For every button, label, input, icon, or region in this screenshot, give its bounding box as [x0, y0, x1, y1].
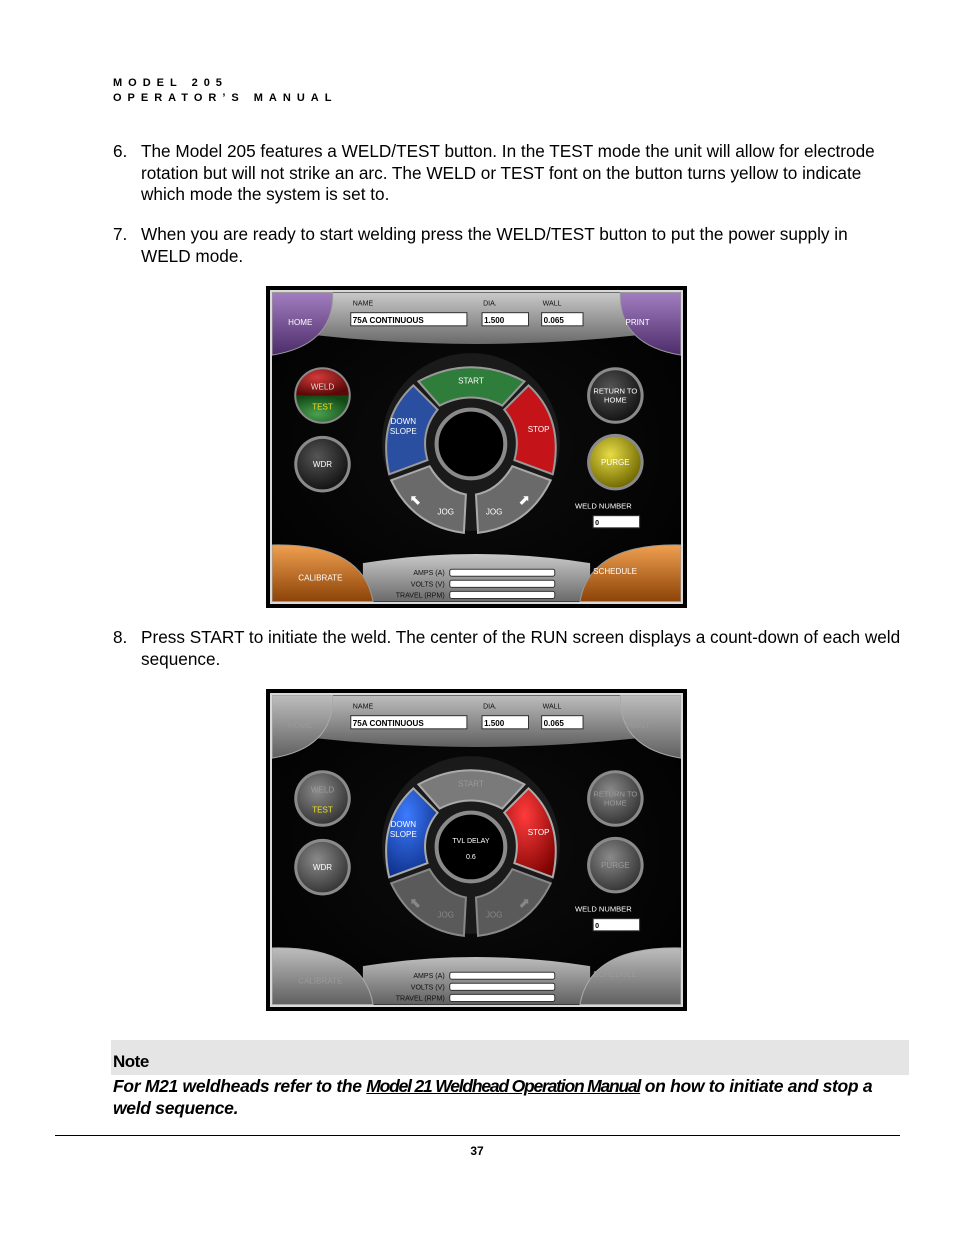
jog-right-label: JOG	[485, 910, 503, 920]
run-screen-active-canvas	[272, 695, 681, 1005]
step-number: 8.	[113, 627, 128, 647]
return-label-1: RETURN TO	[593, 386, 638, 396]
purge-label: PURGE	[601, 458, 630, 468]
wall-label: WALL	[542, 703, 562, 711]
center-value: 0.6	[466, 854, 476, 862]
jog-left-arrow-icon: ⬉	[409, 491, 422, 508]
run-screen-idle	[266, 286, 687, 608]
down-slope-label-1: DOWN	[390, 819, 417, 829]
travel-label: TRAVEL (RPM)	[395, 995, 445, 1003]
step-number: 6.	[113, 141, 128, 161]
wdr-label: WDR	[312, 863, 333, 873]
purge-label: PURGE	[601, 861, 630, 871]
amps-label: AMPS (A)	[413, 973, 445, 981]
home-label: HOME	[288, 317, 313, 327]
jog-right-label: JOG	[485, 507, 503, 517]
header-model: MODEL 205	[113, 77, 228, 89]
jog-right-arrow-icon: ⬈	[518, 894, 531, 911]
header-manual: OPERATOR’S MANUAL	[113, 92, 338, 104]
weld-number-value: 0	[595, 519, 600, 527]
wall-value: 0.065	[543, 315, 564, 325]
calibrate-label: CALIBRATE	[298, 976, 343, 986]
note-text	[113, 1075, 903, 1119]
dia-value: 1.500	[484, 718, 505, 728]
note-banner	[111, 1040, 909, 1075]
manual-reference-link[interactable]: Model 21 Weldhead Operation Manual	[366, 1076, 641, 1096]
test-label: TEST	[312, 805, 333, 815]
weld-number-label: WELD NUMBER	[574, 904, 632, 914]
home-label: HOME	[288, 720, 313, 730]
print-label: PRINT	[625, 720, 650, 730]
schedule-label: SCHEDULE	[593, 970, 638, 980]
start-label: START	[458, 779, 484, 789]
volts-meter	[450, 580, 555, 587]
note-title: Note	[113, 1052, 149, 1071]
center-display	[437, 410, 506, 479]
travel-label: TRAVEL (RPM)	[395, 592, 445, 600]
step-text: The Model 205 features a WELD/TEST button. In the TEST mode the unit will allow for electrode rotation but will not strike an arc. The WELD or TEST font on the button turns yellow to indicate which mode the system is set to.	[141, 141, 875, 204]
test-label: TEST	[312, 402, 333, 412]
dia-label: DIA.	[483, 300, 497, 308]
weld-label: WELD	[310, 382, 335, 392]
weld-number-field[interactable]	[593, 919, 639, 931]
wall-value: 0.065	[543, 718, 564, 728]
down-slope-label-2: SLOPE	[389, 426, 417, 436]
name-value: 75A CONTINUOUS	[352, 315, 424, 325]
volts-label: VOLTS (V)	[410, 984, 445, 992]
name-label: NAME	[352, 703, 374, 711]
center-label: TVL DELAY	[452, 837, 490, 845]
dia-label: DIA.	[483, 703, 497, 711]
dia-value: 1.500	[484, 315, 505, 325]
weld-number-field[interactable]	[593, 516, 639, 528]
return-label-2: HOME	[604, 798, 627, 808]
down-slope-label-2: SLOPE	[389, 829, 417, 839]
amps-label: AMPS (A)	[413, 570, 445, 578]
volts-label: VOLTS (V)	[410, 581, 445, 589]
calibrate-label: CALIBRATE	[298, 573, 343, 583]
step-text: When you are ready to start welding press the WELD/TEST button to put the power supply in WELD mode.	[141, 224, 848, 266]
return-label-2: HOME	[604, 395, 627, 405]
stop-label: STOP	[527, 827, 550, 837]
print-label: PRINT	[625, 317, 650, 327]
run-screen-active	[266, 689, 687, 1011]
travel-meter	[450, 591, 555, 598]
name-value: 75A CONTINUOUS	[352, 718, 424, 728]
note-text-after: on how to initiate and stop a weld sequence.	[113, 1076, 873, 1118]
step-number: 7.	[113, 224, 128, 244]
stop-label: STOP	[527, 424, 550, 434]
jog-right-arrow-icon: ⬈	[518, 491, 531, 508]
schedule-label: SCHEDULE	[593, 567, 638, 577]
return-label-1: RETURN TO	[593, 789, 638, 799]
wall-label: WALL	[542, 300, 562, 308]
center-display	[437, 813, 506, 882]
jog-left-label: JOG	[437, 507, 454, 517]
start-label: START	[458, 376, 484, 386]
wdr-label: WDR	[312, 460, 333, 470]
weld-number-value: 0	[595, 922, 600, 930]
weld-label: WELD	[310, 785, 335, 795]
weld-number-label: WELD NUMBER	[574, 501, 632, 511]
volts-meter	[450, 983, 555, 990]
footer-rule	[55, 1135, 900, 1136]
step-text: Press START to initiate the weld. The center of the RUN screen displays a count-down of each weld sequence.	[141, 627, 901, 669]
page-number: 37	[470, 1144, 484, 1158]
jog-left-label: JOG	[437, 910, 454, 920]
jog-left-arrow-icon: ⬉	[409, 894, 422, 911]
name-label: NAME	[352, 300, 374, 308]
amps-meter	[450, 569, 555, 576]
note-text-before: For M21 weldheads refer to the	[113, 1076, 367, 1096]
down-slope-label-1: DOWN	[390, 416, 417, 426]
run-screen-idle-canvas	[272, 292, 681, 602]
travel-meter	[450, 994, 555, 1001]
amps-meter	[450, 972, 555, 979]
